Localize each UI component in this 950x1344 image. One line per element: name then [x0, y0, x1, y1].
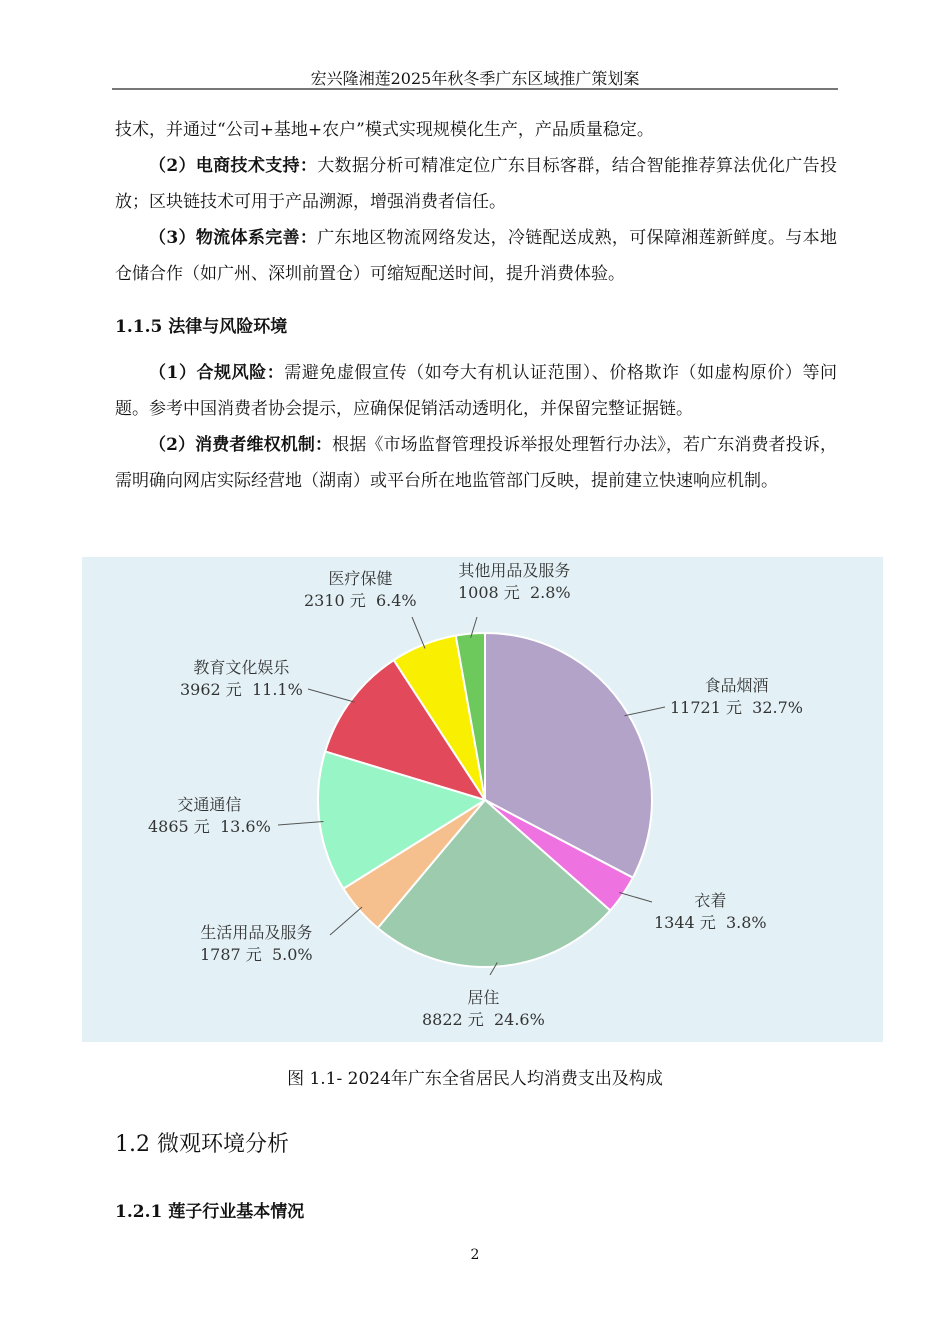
section-heading: 1.2 微观环境分析 — [115, 1132, 289, 1157]
running-header: 宏兴隆湘莲2025年秋冬季广东区域推广策划案 — [310, 69, 640, 88]
label-food: 食品烟酒 11721 元 32.7% — [670, 676, 803, 717]
paragraph-lead: （1）合规风险： — [149, 363, 285, 383]
label-clothing: 衣着 1344 元 3.8% — [654, 891, 767, 932]
header-rule — [112, 88, 838, 90]
paragraph-text: 根据《市场监督管理投诉举报处理暂行办法》，若广东消费者投诉，需明确向网店实际经营地（湖南）或平台所在地监管部门反映，提前建立快速响应机制。 — [115, 435, 837, 491]
subsection-heading: 1.2.1 莲子行业基本情况 — [115, 1202, 305, 1222]
leader-line-4 — [278, 821, 323, 825]
label-education: 教育文化娱乐 3962 元 11.1% — [180, 658, 303, 699]
paragraph — [115, 148, 837, 220]
paragraph — [115, 112, 837, 148]
leader-line-0 — [625, 707, 665, 716]
leader-line-5 — [308, 689, 355, 702]
label-household: 生活用品及服务 1787 元 5.0% — [200, 923, 313, 964]
label-transport: 交通通信 4865 元 13.6% — [148, 795, 271, 836]
label-housing: 居住 8822 元 24.6% — [422, 988, 545, 1029]
label-medical: 医疗保健 2310 元 6.4% — [304, 569, 417, 610]
paragraph-text: 技术，并通过“公司+基地+农户”模式实现规模化生产，产品质量稳定。 — [115, 120, 654, 140]
label-other: 其他用品及服务 1008 元 2.8% — [458, 561, 571, 602]
figure-caption: 图 1.1- 2024年广东全省居民人均消费支出及构成 — [287, 1069, 663, 1089]
paragraph-lead: （2）消费者维权机制： — [149, 435, 333, 455]
paragraph — [115, 427, 837, 499]
leader-line-6 — [412, 617, 425, 648]
paragraph-text: 需避免虚假宣传（如夸大有机认证范围）、价格欺诈（如虚构原价）等问题。参考中国消费者协会提示，应确保促销活动透明化，并保留完整证据链。 — [115, 363, 837, 419]
paragraph-text: 广东地区物流网络发达，冷链配送成熟，可保障湘莲新鲜度。与本地仓储合作（如广州、深圳前置仓）可缩短配送时间，提升消费体验。 — [115, 228, 837, 284]
paragraph — [115, 355, 837, 427]
leader-line-3 — [330, 907, 362, 935]
section-heading: 1.1.5 法律与风险环境 — [115, 317, 288, 337]
leader-line-1 — [619, 892, 652, 902]
paragraph-text: 大数据分析可精准定位广东目标客群，结合智能推荐算法优化广告投放；区块链技术可用于产品溯源，增强消费者信任。 — [115, 156, 837, 212]
paragraph-lead: （3）物流体系完善： — [149, 228, 318, 248]
paragraph-lead: （2）电商技术支持： — [149, 156, 318, 176]
paragraph — [115, 220, 837, 292]
pie-chart — [82, 557, 883, 1042]
page-number: 2 — [470, 1247, 480, 1263]
